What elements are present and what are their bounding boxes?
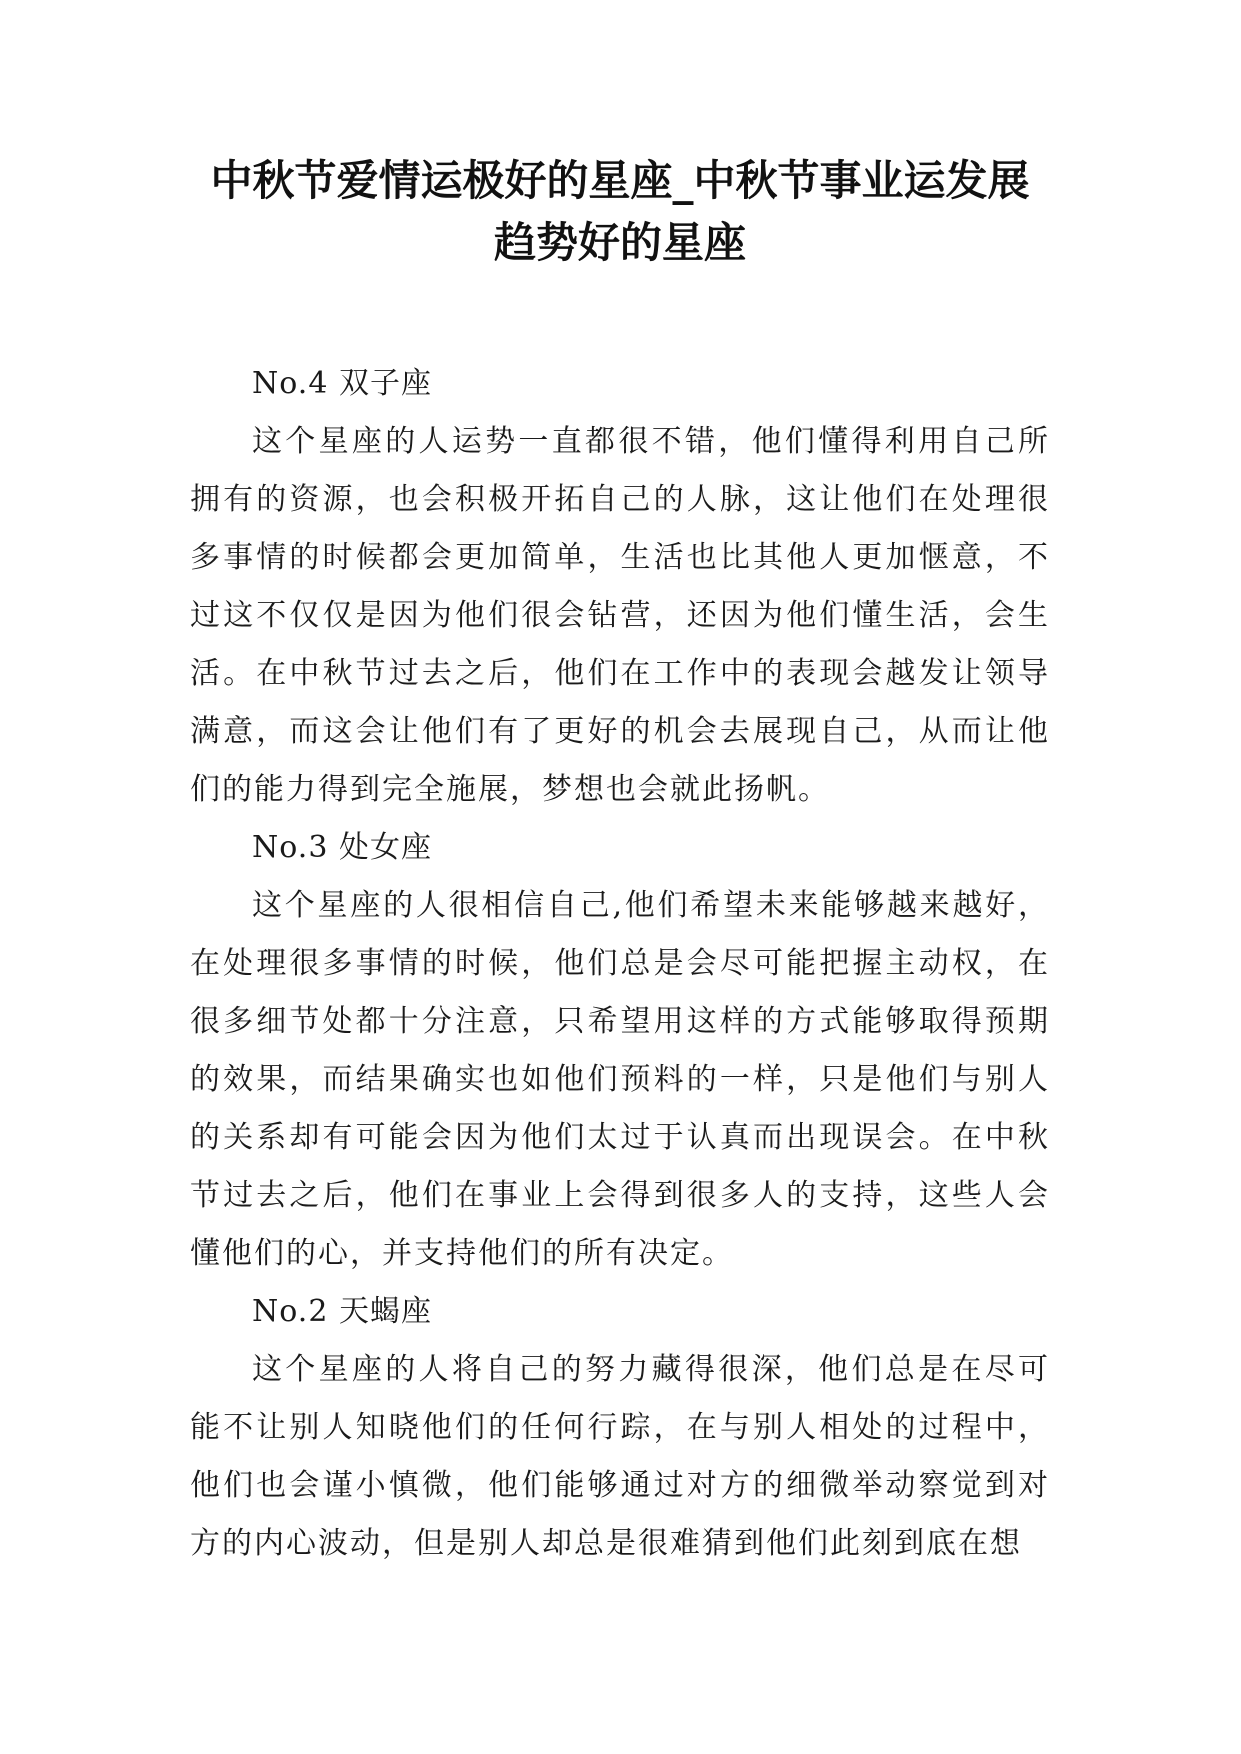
document-title: 中秋节爱情运极好的星座_中秋节事业运发展趋势好的星座 bbox=[210, 156, 1030, 267]
section-heading-virgo: No.3 处女座 bbox=[252, 830, 432, 865]
section-heading-gemini: No.4 双子座 bbox=[252, 366, 432, 401]
document-body bbox=[190, 355, 1050, 1573]
section-heading-scorpio: No.2 天蝎座 bbox=[252, 1294, 432, 1329]
section-paragraph-scorpio: 这个星座的人将自己的努力藏得很深，他们总是在尽可能不让别人知晓他们的任何行踪，在与别人相处的过程中，他们也会谨小慎微，他们能够通过对方的细微举动察觉到对方的内心波动，但是别人却总是很难猜到他们此刻到底在想 bbox=[190, 1352, 1050, 1561]
section-paragraph-virgo: 这个星座的人很相信自己,他们希望未来能够越来越好，在处理很多事情的时候，他们总是会尽可能把握主动权，在很多细节处都十分注意，只希望用这样的方式能够取得预期的效果，而结果确实也如他们预料的一样，只是他们与别人的关系却有可能会因为他们太过于认真而出现误会。在中秋节过去之后，他们在事业上会得到很多人的支持，这些人会懂他们的心，并支持他们的所有决定。 bbox=[190, 888, 1050, 1271]
section-paragraph-gemini: 这个星座的人运势一直都很不错，他们懂得利用自己所拥有的资源，也会积极开拓自己的人脉，这让他们在处理很多事情的时候都会更加简单，生活也比其他人更加惬意，不过这不仅仅是因为他们很会钻营，还因为他们懂生活，会生活。在中秋节过去之后，他们在工作中的表现会越发让领导满意，而这会让他们有了更好的机会去展现自己，从而让他们的能力得到完全施展，梦想也会就此扬帆。 bbox=[190, 424, 1050, 807]
